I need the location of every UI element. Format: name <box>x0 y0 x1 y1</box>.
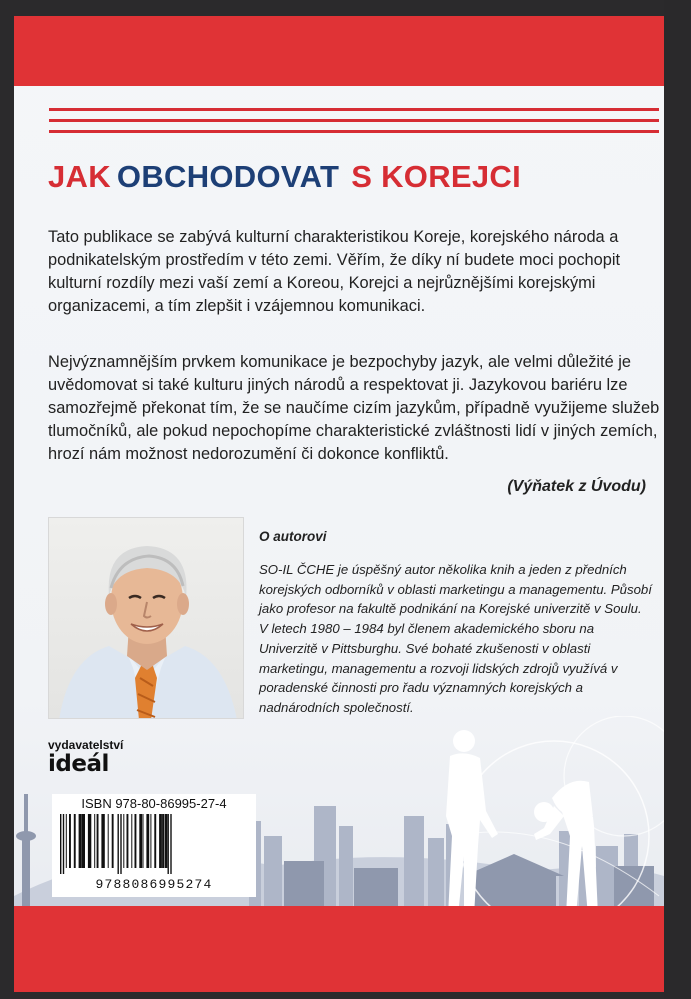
barcode-bars <box>58 814 250 874</box>
about-author-heading: O autorovi <box>259 529 327 544</box>
publisher-name: ideál <box>48 751 109 777</box>
publisher-logo <box>48 738 123 776</box>
blurb-paragraph-2: Nejvýznamnějším prvkem komunikace je bezpochyby jazyk, ale velmi důležité je uvědomovat si také kulturu jiných národů a respektovat ji. Jazykovou bariéru lze samozřejmě překonat tím, že se naučíme cizím jazykům, případně využijeme služeb tlumočníků, ale pokud nepochopíme charakteristické zvláštnosti lidí v jiných zemích, hrozí nám možnost nedorozumění či dokonce konfliktů. <box>48 353 660 463</box>
title-word-3: S KOREJCI <box>351 159 522 194</box>
author-photo <box>48 517 244 719</box>
title-word-1: JAK <box>48 159 111 194</box>
bottom-red-band <box>14 906 664 992</box>
book-title <box>48 159 521 195</box>
bowing-businessmen-illustration <box>394 716 664 926</box>
blurb-paragraph-1: Tato publikace se zabývá kulturní charakteristikou Koreje, korejského národa a podnikatelským prostředím v této zemi. Věřím, že díky ní budete moci pochopit kulturní rozdíly mezi vaší zemí a Koreou, Korejci a nejrůznějšími korejskými organizacemi, a tím zlepšit i vzájemnou komunikaci. <box>48 228 621 315</box>
title-word-2: OBCHODOVAT <box>116 159 340 194</box>
book-back-cover <box>14 16 664 992</box>
author-portrait-image <box>49 518 244 719</box>
publisher-label: vydavatelství <box>48 738 124 752</box>
ean-number: 9788086995274 <box>95 877 213 892</box>
isbn-number: ISBN 978-80-86995-27-4 <box>81 796 227 811</box>
isbn-barcode <box>52 794 256 897</box>
excerpt-note: (Výňatek z Úvodu) <box>507 478 646 495</box>
book-edge-shadow <box>664 0 691 999</box>
top-red-band <box>14 16 664 86</box>
about-author-text: SO-IL ČCHE je úspěšný autor několika knih a jeden z předních korejských odborníků v oblasti marketingu a managementu. Působí jako profesor na fakultě podnikání na Korejské univerzitě v Soulu. V letech 1980 – 1984 byl členem akademického sboru na Univerzitě v Pittsburghu. Své bohaté zkušenosti v oblasti marketingu, managementu a rozvoji lidských zdrojů využívá v poradenské činnosti pro řadu významných korejských a nadnárodních společností. <box>259 562 652 715</box>
decorative-stripes <box>49 108 659 141</box>
